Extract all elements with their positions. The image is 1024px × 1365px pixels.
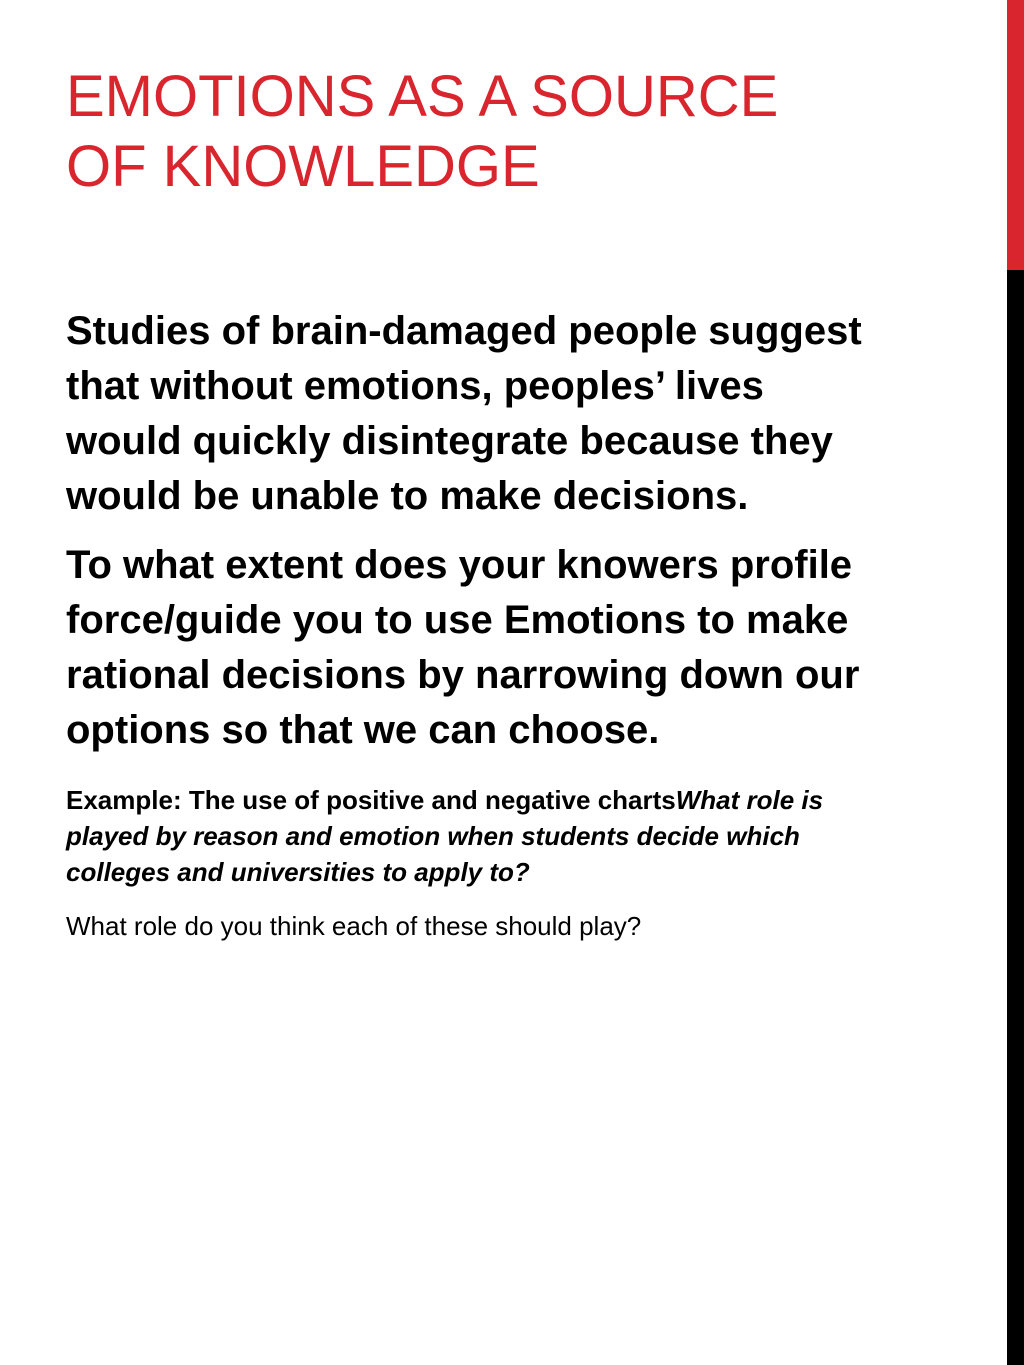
slide-title: EMOTIONS AS A SOURCE OF KNOWLEDGE	[66, 64, 779, 199]
example-label: Example: The use of positive and negative charts	[66, 785, 676, 815]
closing-question: What role do you think each of these should play?	[66, 911, 642, 941]
slide-body	[66, 304, 876, 962]
accent-bar-red	[1007, 0, 1024, 270]
example-paragraph	[66, 782, 876, 890]
accent-bar-black	[1007, 270, 1024, 1365]
example-question: What role is played by reason and emotion when students decide which colleges and universities to apply to?	[66, 785, 824, 887]
paragraph-knowers-profile-question: To what extent does your knowers profile force/guide you to use Emotions to make rational decisions by narrowing down our options so that we can choose.	[66, 543, 860, 752]
paragraph-brain-damage-studies: Studies of brain-damaged people suggest that without emotions, peoples’ lives would quickly disintegrate because they would be unable to make decisions.	[66, 309, 862, 518]
